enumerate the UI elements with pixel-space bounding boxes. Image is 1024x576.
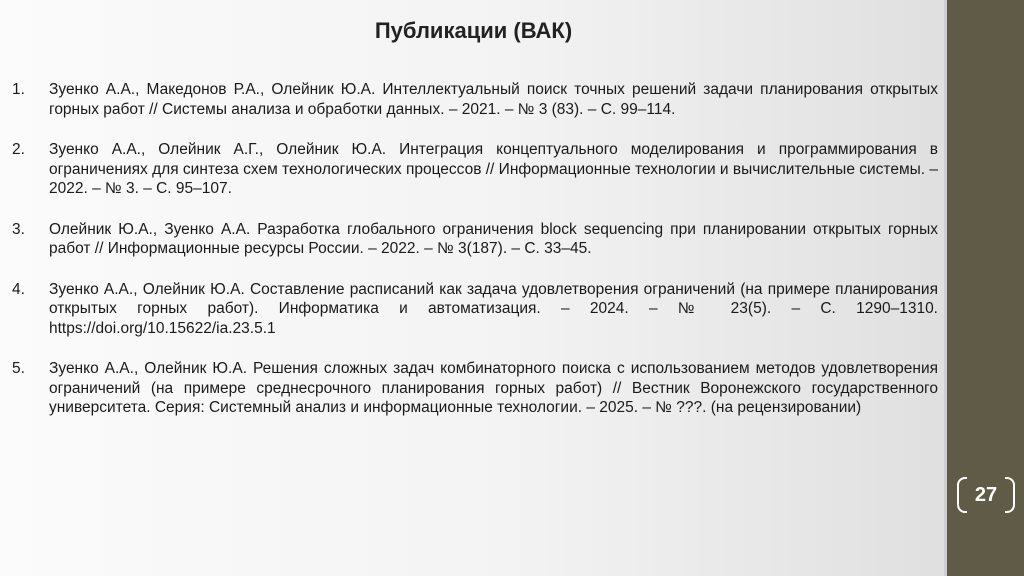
publication-text: Олейник Ю.А., Зуенко А.А. Разработка глобального ограничения block sequencing при планировании открытых горных работ // Информационные ресурсы России. – 2022. – № 3(187). – С. 33–45. (49, 220, 938, 257)
publication-text: Зуенко А.А., Македонов Р.А., Олейник Ю.А. Интеллектуальный поиск точных решений задачи планирования открытых горных работ // Системы анализа и обработки данных. – 2021. – № 3 (83). – С. 99–114. (49, 81, 938, 118)
publication-number: 2. (12, 141, 25, 158)
publication-item (12, 140, 938, 199)
left-bracket-icon (957, 477, 967, 513)
publication-number: 3. (12, 220, 25, 238)
publication-text: Зуенко А.А., Олейник Ю.А. Составление расписаний как задача удовлетворения ограничений (на примере планирования открытых горных работ). Информатика и автоматизация. – 2024. – № 23(5). – С. 1290–1310. https://doi.org/10.15622/ia.23.5.1 (49, 280, 938, 337)
publication-number: 5. (12, 360, 25, 377)
publication-item (12, 280, 938, 339)
publication-number: 1. (12, 81, 25, 98)
page-number-badge (957, 477, 1015, 513)
publication-list (12, 80, 938, 439)
publication-text: Зуенко А.А., Олейник А.Г., Олейник Ю.А. Интеграция концептуального моделирования и программирования в ограничениях для синтеза схем технологических процессов // Информационные технологии и вычислительные системы. – 2022. – № 3. – С. 95–107. (49, 141, 938, 197)
publication-item (12, 220, 938, 259)
right-bracket-icon (1005, 477, 1015, 513)
publication-text: Зуенко А.А., Олейник Ю.А. Решения сложных задач комбинаторного поиска с использованием методов удовлетворения ограничений (на примере среднесрочного планирования горных работ) // Вестник Воронежского государственного университета. Серия: Системный анализ и информационные технологии. – 2025. – № ???. (на рецензировании) (49, 360, 938, 416)
page-number: 27 (974, 483, 998, 506)
publication-item (12, 80, 938, 119)
publication-item (12, 359, 938, 418)
publication-number: 4. (12, 280, 25, 298)
slide-title: Публикации (ВАК) (374, 18, 573, 43)
